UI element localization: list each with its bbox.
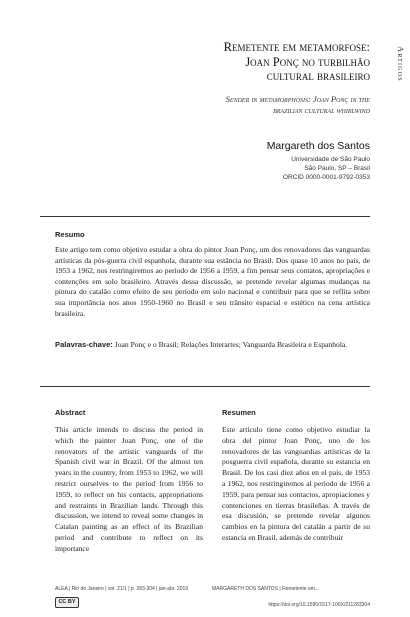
subtitle-line-2: brazilian cultural whirlwind bbox=[273, 104, 370, 115]
running-header: MARGARETH DOS SANTOS | Remetente em... bbox=[212, 586, 320, 592]
keywords bbox=[55, 340, 370, 351]
affiliation-location: São Paulo, SP – Brasil bbox=[304, 165, 370, 172]
keywords-text: Joan Ponç e o Brasil; Relações Interartes; Vanguarda Brasileira e Espanhola. bbox=[114, 340, 348, 349]
abstract-column bbox=[55, 408, 203, 555]
title-line-2: Joan Ponç no turbilhão bbox=[245, 54, 370, 69]
affiliation-orcid[interactable]: ORCID 0000-0001-9792-0353 bbox=[282, 174, 370, 181]
resumo-heading: Resumo bbox=[55, 230, 85, 239]
doi-link[interactable]: https://doi.org/10.1590/1517-106X/211283304 bbox=[268, 602, 370, 608]
affiliation-university: Universidade de São Paulo bbox=[291, 156, 370, 163]
author-name: Margareth dos Santos bbox=[266, 140, 370, 152]
divider-middle bbox=[40, 386, 370, 387]
divider-top bbox=[40, 216, 370, 217]
cc-license-icon[interactable]: CC BY bbox=[55, 597, 79, 608]
abstract-text: This article intends to discuss the period in which the painter Joan Ponç, one of the renovators of the artistic vanguards of the Spanish civil war in Brazil. Of the almost ten years in the country, from 1953 to 1962, we will restrict ourselves to the period from 1956 to 1959, to reflect on his contacts, appropriations and restraints in Brazilian lands. Through this discussion, we intend to reveal some changes in Catalan painting as an effect of its Brazilian period and contribute to reflect on its importance bbox=[55, 425, 203, 553]
journal-citation: ALEA | Rio de Janeiro | vol. 21/1 | p. 283-304 | jan-abr. 2019 bbox=[55, 586, 189, 592]
title-line-3: cultural brasileiro bbox=[266, 69, 370, 83]
subtitle-line-1: Sender in metamorphosis: Joan Ponç in the bbox=[225, 94, 370, 104]
article-title bbox=[70, 40, 370, 84]
resumen-heading: Resumen bbox=[222, 408, 256, 417]
resumen-column bbox=[222, 408, 370, 544]
author-affiliation bbox=[283, 155, 370, 182]
section-label: Artigos bbox=[396, 46, 406, 82]
keywords-label: Palavras-chave: bbox=[55, 340, 113, 349]
resumo-text: Este artigo tem como objetivo estudar a obra do pintor Joan Ponç, um dos renovadores das vanguardas artísticas da pós-guerra civil espanhola, durante sua estância no Brasil. Dos quase 10 anos no país, de 1953 a 1962, nos restringiremos ao período de 1956 a 1959, a fim pensar seus contatos, apropriações e contenções em solo brasileiro. Através dessa discussão, se pretende revelar algumas mudanças na pintura do catalão como efeito de seu período em solo nacional e contribuir para que se reflita sobre sua importância nos anos 1950-1960 no Brasil e seu trânsito espacial e estético na cena artística brasileira. bbox=[55, 245, 370, 318]
article-subtitle bbox=[110, 94, 370, 115]
abstract-heading: Abstract bbox=[55, 408, 86, 417]
resumen-text: Este artículo tiene como objetivo estudiar la obra del pintor Joan Ponç, uno de los renovadores de las vanguardias artísticas de la posguerra civil española, durante su estancia en Brasil. De los casi diez años en el país, de 1953 a 1962, nos restringiremos al periodo de 1956 a 1959, para pensar sus contactos, apropiaciones y contenciones en tierras brasileñas. A través de esa discusión, se pretende revelar algunos cambios en la pintura del catalán a partir de su estancia en Brasil, además de contribuir bbox=[222, 425, 370, 542]
title-line-1: Remetente em metamorfose: bbox=[223, 40, 370, 54]
